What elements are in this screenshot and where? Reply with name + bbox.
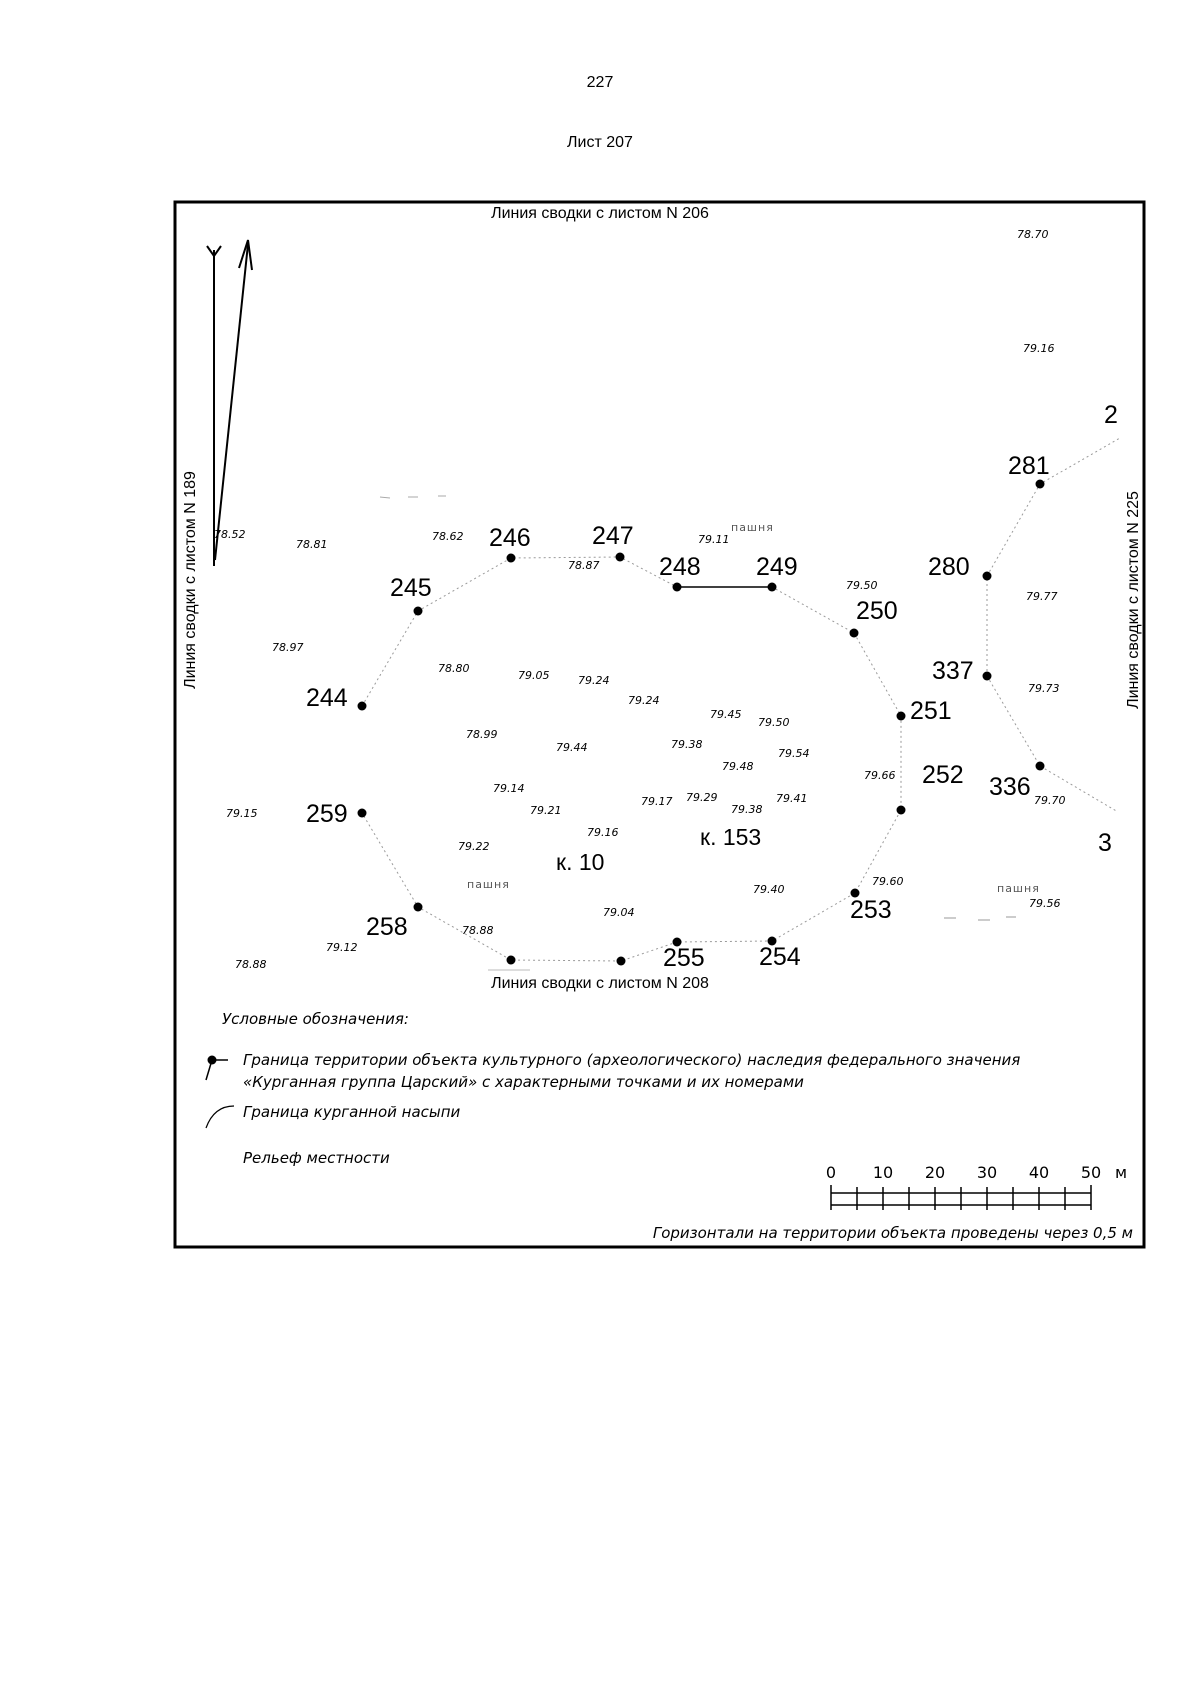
scale-bar xyxy=(826,1163,1127,1210)
elevation-label: 79.77 xyxy=(1026,590,1058,603)
point-label-33-partial: 3 xyxy=(1098,829,1112,857)
elevation-label: 78.70 xyxy=(1017,228,1049,241)
point-label-251: 251 xyxy=(910,697,952,725)
point-244-marker xyxy=(358,702,367,711)
legend-boundary-line2: «Курганная группа Царский» с характерными точками и их номерами xyxy=(243,1073,804,1091)
scale-unit: м xyxy=(1115,1163,1128,1182)
point-label-336: 336 xyxy=(989,773,1031,801)
point-256-marker xyxy=(617,957,626,966)
point-250-marker xyxy=(850,629,859,638)
scale-label: 30 xyxy=(976,1163,998,1182)
elevation-label: 79.14 xyxy=(493,782,525,795)
elevation-label: 78.99 xyxy=(466,728,498,741)
elevation-label: 79.04 xyxy=(603,906,635,919)
boundary-point-symbol-icon xyxy=(206,1056,228,1081)
elevation-label: 79.60 xyxy=(872,875,904,888)
elevation-label: 79.24 xyxy=(628,694,660,707)
elevation-label: 79.29 xyxy=(686,791,718,804)
elevation-label: 79.66 xyxy=(864,769,896,782)
point-label-244: 244 xyxy=(306,684,348,712)
elevation-label: 78.97 xyxy=(272,641,304,654)
edge-label-bottom: Линия сводки с листом N 208 xyxy=(491,975,709,992)
point-label-246: 246 xyxy=(489,524,531,552)
edge-label-top: Линия сводки с листом N 206 xyxy=(491,205,709,222)
point-label-248: 248 xyxy=(659,553,701,581)
point-label-258: 258 xyxy=(366,913,408,941)
point-251-marker xyxy=(897,712,906,721)
elevation-label: 79.41 xyxy=(776,792,808,805)
elevation-label: 79.70 xyxy=(1034,794,1066,807)
point-280-marker xyxy=(983,572,992,581)
point-label-280: 280 xyxy=(928,553,970,581)
scale-label: 40 xyxy=(1028,1163,1050,1182)
legend-title: Условные обозначения: xyxy=(222,1010,409,1028)
legend-relief: Рельеф местности xyxy=(243,1149,390,1167)
elevation-label: 79.24 xyxy=(578,674,610,687)
map-legend xyxy=(206,1010,1020,1167)
point-label-247: 247 xyxy=(592,522,634,550)
elevation-label: 78.80 xyxy=(438,662,470,675)
elevation-label: 79.56 xyxy=(1029,897,1061,910)
elevation-label: 79.44 xyxy=(556,741,588,754)
point-label-249: 249 xyxy=(756,553,798,581)
scale-label: 0 xyxy=(825,1163,837,1182)
point-label-253: 253 xyxy=(850,896,892,924)
scale-label: 20 xyxy=(924,1163,946,1182)
point-248-marker xyxy=(673,583,682,592)
elevation-label: 79.15 xyxy=(226,807,258,820)
point-label-337: 337 xyxy=(932,657,974,685)
point-252-marker xyxy=(897,806,906,815)
point-281-marker xyxy=(1036,480,1045,489)
elevation-label: 79.16 xyxy=(1023,342,1055,355)
point-257-marker xyxy=(507,956,516,965)
elevation-label: 79.21 xyxy=(530,804,562,817)
elevation-label: 79.11 xyxy=(698,533,730,546)
elevation-label: 79.17 xyxy=(641,795,673,808)
elevation-label: 79.12 xyxy=(326,941,358,954)
point-336-marker xyxy=(1036,762,1045,771)
scale-label: 50 xyxy=(1080,1163,1102,1182)
elevation-label: 79.48 xyxy=(722,760,754,773)
elevation-label: 79.73 xyxy=(1028,682,1060,695)
edge-label-left: Линия сводки с листом N 189 xyxy=(182,471,199,689)
point-249-marker xyxy=(768,583,777,592)
elevation-label: 79.05 xyxy=(518,669,550,682)
elevation-label: 79.54 xyxy=(778,747,810,760)
point-label-259: 259 xyxy=(306,800,348,828)
elevation-label: 79.50 xyxy=(846,579,878,592)
elevation-label: 79.50 xyxy=(758,716,790,729)
elevation-label: 78.52 xyxy=(214,528,246,541)
legend-mound: Граница курганной насыпи xyxy=(243,1103,461,1121)
elevation-label: 78.81 xyxy=(296,538,328,551)
elevation-label: 79.45 xyxy=(710,708,742,721)
land-use-label-plowland: пашня xyxy=(467,878,510,891)
land-use-label-plowland: пашня xyxy=(997,882,1040,895)
kurgan-label-153: к. 153 xyxy=(700,824,762,850)
kurgan-label-10: к. 10 xyxy=(556,849,605,875)
north-arrow-icon xyxy=(207,240,252,566)
elevation-label: 79.38 xyxy=(731,803,763,816)
point-245-marker xyxy=(414,607,423,616)
point-259-marker xyxy=(358,809,367,818)
point-label-281: 281 xyxy=(1008,452,1050,480)
edge-label-right: Линия сводки с листом N 225 xyxy=(1125,491,1142,709)
point-label-245: 245 xyxy=(390,574,432,602)
point-246-marker xyxy=(507,554,516,563)
elevation-label: 78.88 xyxy=(235,958,267,971)
point-label-252: 252 xyxy=(922,761,964,789)
elevation-label: 79.40 xyxy=(753,883,785,896)
point-label-255: 255 xyxy=(663,944,705,972)
elevation-label: 78.88 xyxy=(462,924,494,937)
elevation-label: 79.22 xyxy=(458,840,490,853)
point-247-marker xyxy=(616,553,625,562)
legend-boundary-line1: Граница территории объекта культурного (археологического) наследия федерального значения xyxy=(243,1051,1021,1069)
point-337-marker xyxy=(983,672,992,681)
point-label-28-partial: 2 xyxy=(1104,401,1118,429)
elevation-label: 79.38 xyxy=(671,738,703,751)
point-label-250: 250 xyxy=(856,597,898,625)
elevation-label: 78.62 xyxy=(432,530,464,543)
spot-elevations xyxy=(214,228,1066,971)
elevation-label: 79.16 xyxy=(587,826,619,839)
mound-boundary-symbol-icon xyxy=(206,1106,234,1128)
page-number: 227 xyxy=(586,74,614,91)
point-258-marker xyxy=(414,903,423,912)
contours-note: Горизонтали на территории объекта проведены через 0,5 м xyxy=(652,1224,1133,1242)
point-label-254: 254 xyxy=(759,943,801,971)
sheet-title: Лист 207 xyxy=(567,134,633,151)
scale-label: 10 xyxy=(872,1163,894,1182)
elevation-label: 78.87 xyxy=(568,559,600,572)
land-use-label-plowland: пашня xyxy=(731,521,774,534)
